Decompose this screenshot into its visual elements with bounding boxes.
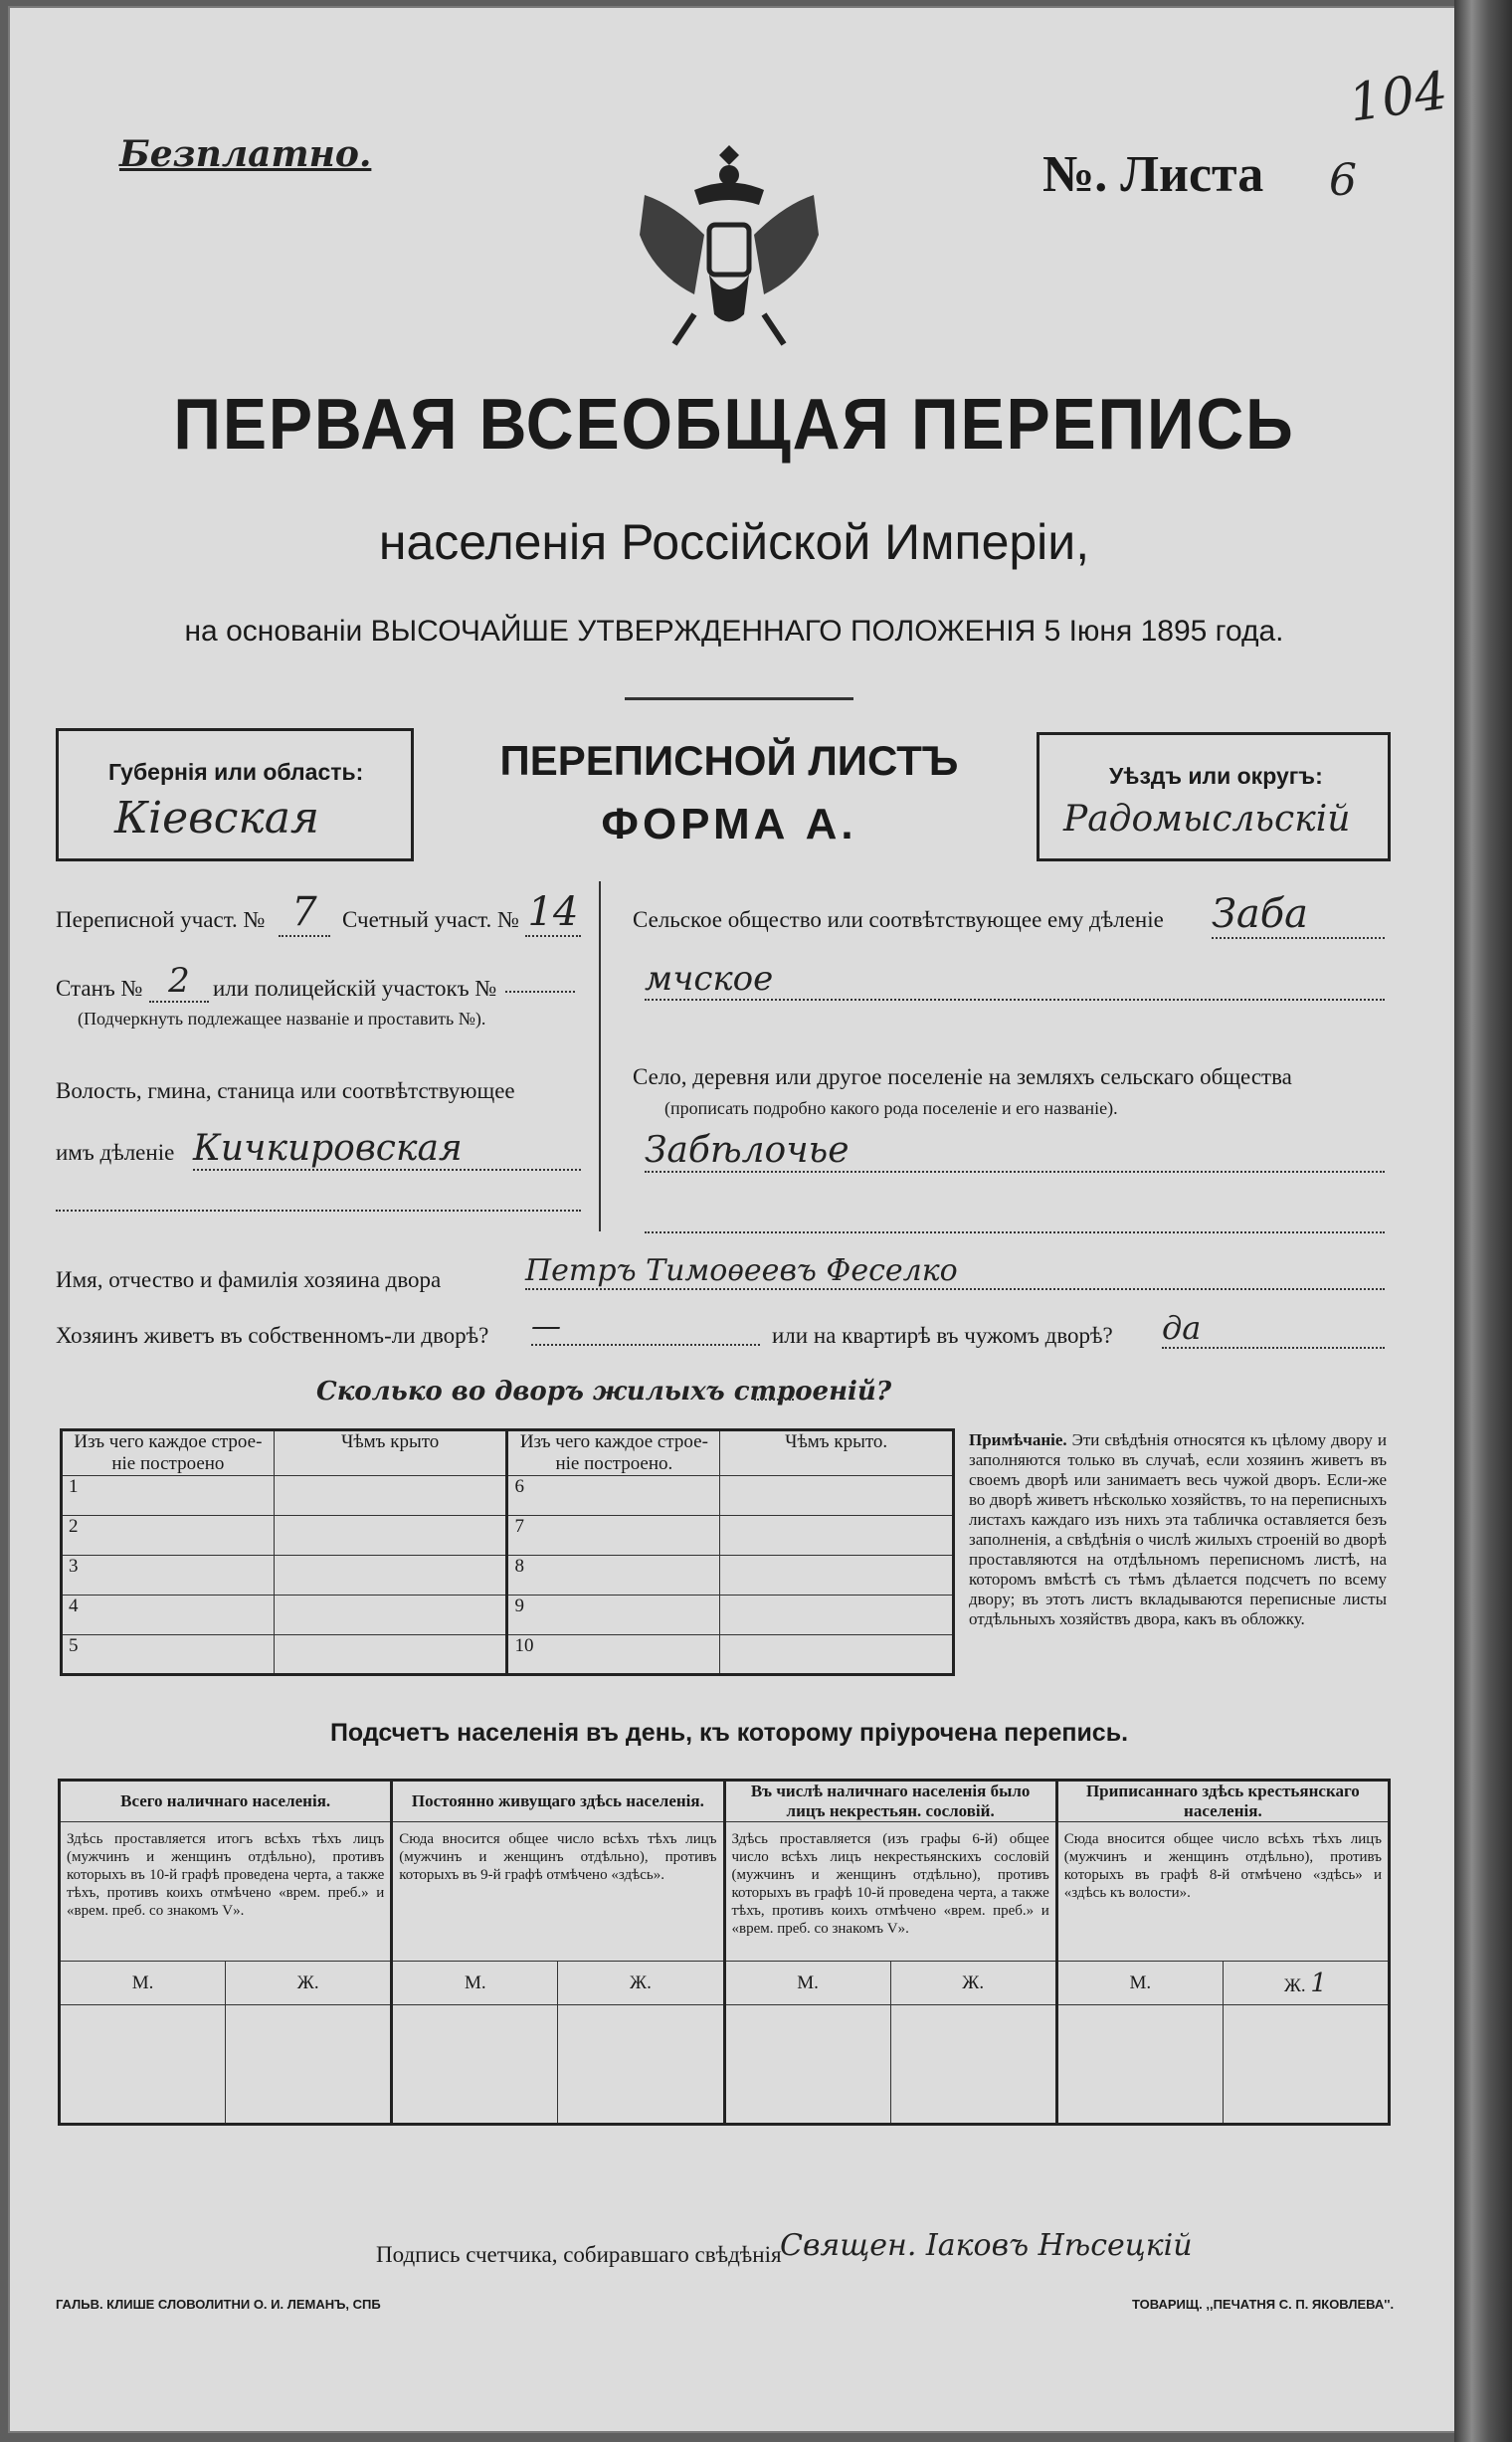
female-label: Ж. <box>890 1962 1056 2005</box>
male-label: М. <box>1056 1962 1223 2005</box>
imperial-eagle-emblem <box>625 135 834 354</box>
sheet-no-value: 6 <box>1329 155 1357 206</box>
census-section-value: 7 <box>279 889 330 937</box>
count-cell <box>226 2005 392 2125</box>
footer-printer-left: ГАЛЬВ. КЛИШЕ СЛОВОЛИТНИ О. И. ЛЕМАНЪ, СПБ <box>56 2297 381 2312</box>
population-count-table <box>58 1779 1391 2126</box>
row-number: 4 <box>62 1596 275 1635</box>
owner-name-value: Петръ Тимоѳеевъ Феселко <box>525 1253 1385 1290</box>
own-yard-label: Хозяинъ живетъ въ собственномъ-ли дворѣ? <box>56 1323 489 1348</box>
col-material-header: Изъ чего каждое строе-ніе построено <box>62 1430 275 1476</box>
col-roof-header-2: Чѣмъ крыто. <box>720 1430 954 1476</box>
col-non-peasant-text: Здѣсь проставляется (изъ графы 6-й) общее число всѣхъ лицъ некрестьянскихъ сословій (мужчинъ и женщинъ отдѣльно), противъ которыхъ въ графѣ 10-й проведена черта, а также тѣхъ, противъ коихъ отмѣчено «врем. преб.» и «врем. преб. со знакомъ V». <box>724 1822 1056 1962</box>
society-value: Заба <box>1212 891 1385 939</box>
free-label: Безплатно. <box>119 133 372 175</box>
footer-printer-right: ТОВАРИЩ. ,,ПЕЧАТНЯ С. П. ЯКОВЛЕВА''. <box>1132 2297 1395 2312</box>
row-number: 5 <box>62 1635 275 1675</box>
row-number: 1 <box>62 1476 275 1516</box>
male-label: М. <box>724 1962 890 2005</box>
female-label: Ж. <box>558 1962 724 2005</box>
gubernia-value: Кіевская <box>114 793 320 844</box>
col-permanent-text: Сюда вносится общее число всѣхъ тѣхъ лицъ (мужчинъ и женщинъ отдѣльно), противъ которыхъ въ 9-й графѣ отмѣчено «здѣсь». <box>392 1822 724 1962</box>
female-label: Ж. 1 <box>1223 1962 1389 2005</box>
female-label: Ж. <box>226 1962 392 2005</box>
police-value-line <box>505 991 575 993</box>
signature-value: Священ. Іаковъ Нѣсецкій <box>780 2228 1193 2263</box>
col-roof-header: Чѣмъ крыто <box>274 1430 507 1476</box>
count-cell <box>890 2005 1056 2125</box>
row-number: 6 <box>507 1476 720 1516</box>
count-title: Подсчетъ населенія въ день, къ которому пріурочена перепись. <box>329 1719 1129 1747</box>
male-label: М. <box>60 1962 226 2005</box>
col-registered-text: Сюда вносится общее число всѣхъ тѣхъ лицъ (мужчинъ и женщинъ отдѣльно), противъ которыхъ въ графѣ 8-й отмѣчено «здѣсь» и «здѣсь къ волости». <box>1056 1822 1389 1962</box>
society-label: Сельское общество или соотвѣтствующее ему дѣленіе <box>633 907 1164 932</box>
stan-hint: (Подчеркнуть подлежащее названіе и проставить №). <box>78 1009 486 1029</box>
count-cell <box>1223 2005 1389 2125</box>
row-number: 8 <box>507 1556 720 1596</box>
buildings-question: Сколько во дворъ жилыхъ строеній? <box>316 1377 892 1407</box>
count-cell <box>558 2005 724 2125</box>
ornament-divider <box>625 697 853 700</box>
form-title: ПЕРЕПИСНОЙ ЛИСТЪ <box>499 737 959 784</box>
row-number: 2 <box>62 1516 275 1556</box>
other-yard-label: или на квартирѣ въ чужомъ дворѣ? <box>772 1323 1113 1348</box>
page-title: ПЕРВАЯ ВСЕОБЩАЯ ПЕРЕПИСЬ <box>173 385 1295 465</box>
census-section-label: Переписной участ. № <box>56 907 266 932</box>
row-number: 7 <box>507 1516 720 1556</box>
binding-edge <box>1454 0 1512 2442</box>
count-cell <box>392 2005 558 2125</box>
row-number: 10 <box>507 1635 720 1675</box>
owner-name-label: Имя, отчество и фамилія хозяина двора <box>56 1267 442 1292</box>
stan-value: 2 <box>149 961 209 1003</box>
page-subtitle: населенія Россійской Имперіи, <box>378 514 1090 570</box>
village-extra-line <box>645 1231 1385 1233</box>
uezd-label: Уѣздъ или округъ: <box>1109 763 1323 789</box>
note-text: Эти свѣдѣнія относятся къ цѣлому двору и заполняются только въ случаѣ, если хозяинъ живетъ въ своемъ дворѣ или занимаетъ весь чужой дворъ. Если-же во дворѣ живетъ нѣсколько хозяйствъ, то на переписныхъ листахъ каждаго изъ нихъ эта табличка оставляется безъ заполненія, а свѣдѣнія о числѣ жилыхъ строеній во дворѣ проставляются на отдѣльномъ переписномъ листѣ, на которомъ вмѣстѣ съ тѣмъ дѣлается подсчетъ по всему двору; въ этотъ листъ вкладываются переписные листы отдѣльныхъ хозяйствъ двора, какъ въ обложку. <box>969 1430 1387 1628</box>
police-label: или полицейскій участокъ № <box>213 976 497 1001</box>
female-count-value: 1 <box>1310 1968 1327 1998</box>
count-section-label: Счетный участ. № <box>342 907 519 932</box>
buildings-table <box>60 1428 955 1676</box>
legal-basis: на основаніи ВЫСОЧАЙШЕ УТВЕРЖДЕННАГО ПОЛОЖЕНІЯ 5 Іюня 1895 года. <box>184 615 1284 648</box>
uezd-value: Радомысльскій <box>1063 799 1351 840</box>
count-cell <box>60 2005 226 2125</box>
buildings-count-line <box>754 1399 794 1401</box>
stan-label: Станъ № <box>56 976 143 1001</box>
volost-label-2: имъ дѣленіе <box>56 1140 175 1165</box>
folio-number: 104 <box>1345 61 1451 134</box>
col-permanent-header: Постоянно живущаго здѣсь населенія. <box>392 1781 724 1822</box>
col-total-header: Всего наличнаго населенія. <box>60 1781 392 1822</box>
own-yard-value: — <box>531 1309 760 1346</box>
uezd-box <box>1037 732 1391 861</box>
volost-extra-line <box>56 1210 581 1212</box>
village-label: Село, деревня или другое поселеніе на земляхъ сельскаго общества <box>633 1064 1292 1089</box>
col-non-peasant-header: Въ числѣ наличнаго населенія было лицъ некрестьян. сословій. <box>724 1781 1056 1822</box>
other-yard-value: да <box>1162 1309 1385 1349</box>
count-cell <box>1056 2005 1223 2125</box>
village-hint: (прописать подробно какого рода поселеніе и его названіе). <box>664 1098 1118 1118</box>
col-total-text: Здѣсь проставляется итогъ всѣхъ тѣхъ лицъ (мужчинъ и женщинъ отдѣльно), противъ которыхъ въ 10-й графѣ проведена черта, а также тѣхъ, противъ коихъ отмѣчено «врем. преб.» и «врем. преб. со знакомъ V». <box>60 1822 392 1962</box>
volost-label: Волость, гмина, станица или соотвѣтствующее <box>56 1078 515 1103</box>
gubernia-box <box>56 728 414 861</box>
gubernia-label: Губернія или область: <box>108 759 364 785</box>
census-sheet <box>8 6 1460 2433</box>
col-material-header-2: Изъ чего каждое строе-ніе построено. <box>507 1430 720 1476</box>
sheet-no-label: №. Листа <box>1042 146 1264 203</box>
field-column-divider <box>599 881 601 1231</box>
note-block <box>969 1430 1387 1629</box>
note-title: Примѣчаніе. <box>969 1430 1067 1449</box>
volost-value: Кичкировская <box>193 1128 581 1171</box>
society-value-continued: мчское <box>645 959 1385 1001</box>
village-value: Забѣлочье <box>645 1130 1385 1173</box>
count-section-value: 14 <box>525 889 581 937</box>
row-number: 3 <box>62 1556 275 1596</box>
male-label: М. <box>392 1962 558 2005</box>
form-subtitle: ФОРМА А. <box>601 800 857 848</box>
signature-label: Подпись счетчика, собиравшаго свѣдѣнія <box>376 2242 782 2267</box>
count-cell <box>724 2005 890 2125</box>
col-registered-header: Приписаннаго здѣсь крестьянскаго населенія. <box>1056 1781 1389 1822</box>
row-number: 9 <box>507 1596 720 1635</box>
